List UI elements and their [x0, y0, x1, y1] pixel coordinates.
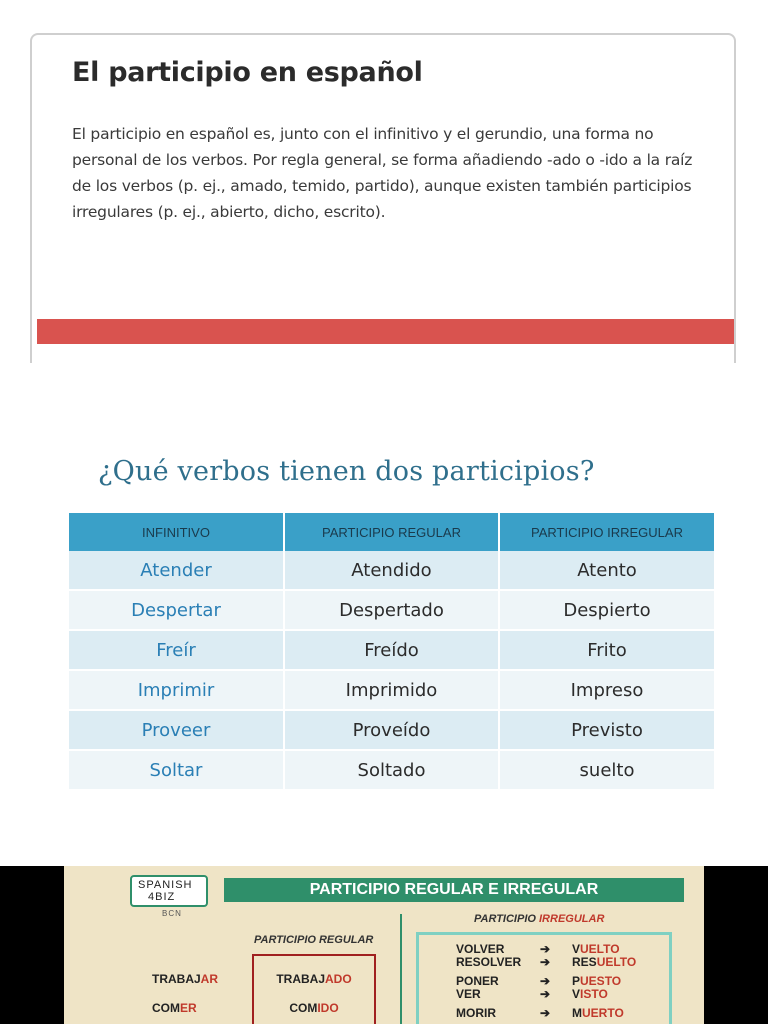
section-divider	[400, 914, 402, 1024]
infographic-panel	[64, 866, 704, 1024]
intro-card	[30, 33, 736, 363]
accent-bar	[37, 319, 734, 344]
list-item	[152, 1001, 218, 1024]
participle-irregular-part: UESTO	[580, 974, 622, 988]
logo-subtitle: BCN	[162, 909, 182, 918]
table-title: ¿Qué verbos tienen dos participios?	[98, 456, 595, 487]
verb-ending: AR	[200, 972, 219, 986]
list-item	[252, 972, 376, 1001]
verb-ending: ER	[180, 1001, 197, 1015]
card-body: El participio en español es, junto con el infinitivo y el gerundio, una forma no personal de los verbos. Por regla general, se forma añadiendo -ado o -ido a la raíz de los verbos (p. ej., amado, temido, partido), aunque existen también participios irregulares (p. ej., abierto, dicho, escrito).	[72, 125, 693, 221]
arrow-right-icon: ➔	[540, 987, 551, 1001]
participle-ending: IDO	[317, 1001, 339, 1015]
cell-irregular: Despierto	[499, 590, 715, 630]
header-irregular	[474, 913, 604, 925]
verb-stem: COM	[152, 1001, 180, 1015]
logo-line1: SPANISH	[138, 879, 193, 891]
participle-stem: COM	[289, 1001, 318, 1015]
regular-participle-list	[252, 972, 376, 1024]
table-row	[69, 710, 715, 750]
participle-ending: ADO	[325, 972, 352, 986]
verb: MORIR	[456, 1006, 496, 1020]
infographic-banner: PARTICIPIO REGULAR E IRREGULAR	[224, 878, 684, 902]
participle-prefix: P	[572, 974, 581, 988]
header-participio-regular: PARTICIPIO REGULAR	[284, 513, 499, 551]
participle-prefix: RES	[572, 955, 597, 969]
cell-irregular: suelto	[499, 750, 715, 790]
participle-irregular-part: UERTO	[582, 1006, 624, 1020]
cell-infinitive: Atender	[69, 551, 284, 590]
verb: VOLVER	[456, 942, 505, 956]
logo-line2: 4BIZ	[148, 891, 176, 903]
participle-prefix: V	[572, 987, 581, 1001]
participle-irregular-part: UELTO	[596, 955, 637, 969]
list-item	[252, 1001, 376, 1024]
cell-irregular: Impreso	[499, 670, 715, 710]
table-header-row	[69, 513, 715, 551]
cell-regular: Proveído	[284, 710, 499, 750]
participle	[572, 1007, 624, 1020]
participle	[572, 956, 636, 969]
irregular-participle-list	[456, 943, 636, 1024]
table-row	[69, 750, 715, 790]
list-item	[456, 975, 636, 1001]
cell-infinitive: Imprimir	[69, 670, 284, 710]
cell-regular: Soltado	[284, 750, 499, 790]
participle-stem: TRABAJ	[276, 972, 325, 986]
cell-infinitive: Proveer	[69, 710, 284, 750]
cell-irregular: Previsto	[499, 710, 715, 750]
cell-regular: Atendido	[284, 551, 499, 590]
cell-irregular: Atento	[499, 551, 715, 590]
cell-regular: Despertado	[284, 590, 499, 630]
participles-table	[69, 513, 716, 791]
verb: VER	[456, 987, 481, 1001]
header-infinitivo: INFINITIVO	[69, 513, 284, 551]
cell-infinitive: Soltar	[69, 750, 284, 790]
table-row	[69, 551, 715, 590]
table-row	[69, 670, 715, 710]
list-item	[456, 1007, 636, 1020]
verb: PONER	[456, 974, 499, 988]
cell-infinitive: Freír	[69, 630, 284, 670]
header-irregular-highlight: IRREGULAR	[539, 913, 605, 925]
infographic-image	[0, 866, 768, 1024]
cell-regular: Freído	[284, 630, 499, 670]
cell-regular: Imprimido	[284, 670, 499, 710]
participle-prefix: M	[572, 1006, 582, 1020]
participle-prefix: V	[572, 942, 581, 956]
arrow-right-icon: ➔	[540, 942, 551, 956]
verb-stem: TRABAJ	[152, 972, 201, 986]
list-item	[456, 943, 636, 969]
regular-infinitive-list	[152, 972, 218, 1024]
header-irregular-prefix: PARTICIPIO	[474, 913, 539, 925]
participle-irregular-part: UELTO	[580, 942, 620, 956]
participle	[572, 988, 621, 1001]
spanish4biz-logo	[130, 875, 208, 907]
arrow-right-icon: ➔	[540, 1006, 551, 1020]
cell-infinitive: Despertar	[69, 590, 284, 630]
verb: RESOLVER	[456, 955, 522, 969]
arrow-right-icon: ➔	[540, 955, 551, 969]
arrow-right-icon: ➔	[540, 974, 551, 988]
card-title: El participio en español	[72, 57, 423, 88]
list-item	[152, 972, 218, 1001]
participle-irregular-part: ISTO	[580, 987, 608, 1001]
table-row	[69, 630, 715, 670]
header-participio-irregular: PARTICIPIO IRREGULAR	[499, 513, 715, 551]
table-row	[69, 590, 715, 630]
header-regular: PARTICIPIO REGULAR	[254, 934, 374, 946]
cell-irregular: Frito	[499, 630, 715, 670]
